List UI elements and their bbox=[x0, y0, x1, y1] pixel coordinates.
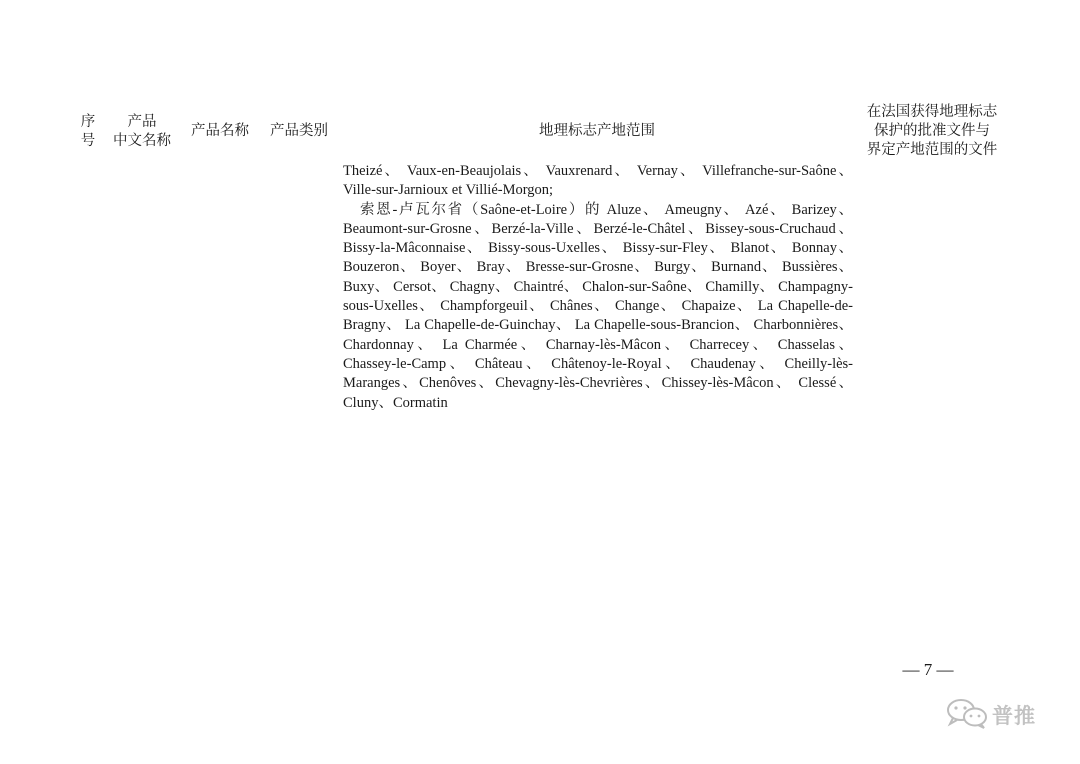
paragraph-rhone-communes: Theizé、 Vaux-en-Beaujolais、 Vauxrenard、 Vernay、 Villefranche-sur-Saône、 Ville-sur-Jarnioux et Villié-Morgon; bbox=[343, 163, 853, 199]
header-seq-no-line1: 序 bbox=[80, 114, 96, 130]
header-product-cn-line1: 产品 bbox=[127, 114, 157, 130]
header-product-cn-line2: 中文名称 bbox=[113, 133, 171, 149]
header-origin-range: 地理标志产地范围 bbox=[539, 123, 655, 139]
origin-range-text bbox=[343, 162, 853, 413]
header-approval-documents bbox=[852, 103, 1012, 160]
page-number: — 7 — bbox=[902, 660, 954, 679]
header-approval-line2: 保护的批准文件与 bbox=[874, 123, 990, 139]
header-approval-line1: 在法国获得地理标志 bbox=[866, 104, 998, 120]
watermark bbox=[944, 698, 1054, 732]
header-seq-no bbox=[78, 113, 98, 151]
header-approval-line3: 界定产地范围的文件 bbox=[866, 142, 998, 158]
header-product-category: 产品类别 bbox=[270, 123, 328, 139]
header-product-name: 产品名称 bbox=[191, 123, 249, 139]
paragraph-saone-et-loire-communes: 索恩-卢瓦尔省（Saône-et-Loire）的 Aluze、 Ameugny、 Azé、 Barizey、 Beaumont-sur-Grosne、Berzé-la-Ville、Berzé-le-Châtel、Bissey-sous-Cruchaud、 Bissy-la-Mâconnaise、 Bissy-sous-Uxelles、 Bissy-sur-Fley、 Blanot、 Bonnay、 Bouzeron、 Boyer、 Bray、 Bresse-sur-Grosne、 Burgy、 Burnand、 Bussières、 Buxy、 Cersot、 Chagny、 Chaintré、 Chalon-sur-Saône、 Chamilly、 Champagny-sous-Uxelles、 Champforgeuil、 Chânes、 Change、 Chapaize、 La Chapelle-de-Bragny、 La Chapelle-de-Guinchay、 La Chapelle-sous-Brancion、 Charbonnières、 Chardonnay、 La Charmée、 Charnay-lès-Mâcon、 Charrecey、 Chasselas、 Chassey-le-Camp、 Château、 Châtenoy-le-Royal、 Chaudenay、 Cheilly-lès-Maranges、Chenôves、Chevagny-lès-Chevrières、Chissey-lès-Mâcon、 Clessé、Cluny、Cormatin bbox=[343, 201, 853, 411]
wechat-icon bbox=[944, 697, 990, 734]
header-product-cn-name bbox=[108, 113, 176, 151]
header-seq-no-line2: 号 bbox=[80, 133, 96, 149]
watermark-text: 普推 bbox=[992, 704, 1036, 728]
